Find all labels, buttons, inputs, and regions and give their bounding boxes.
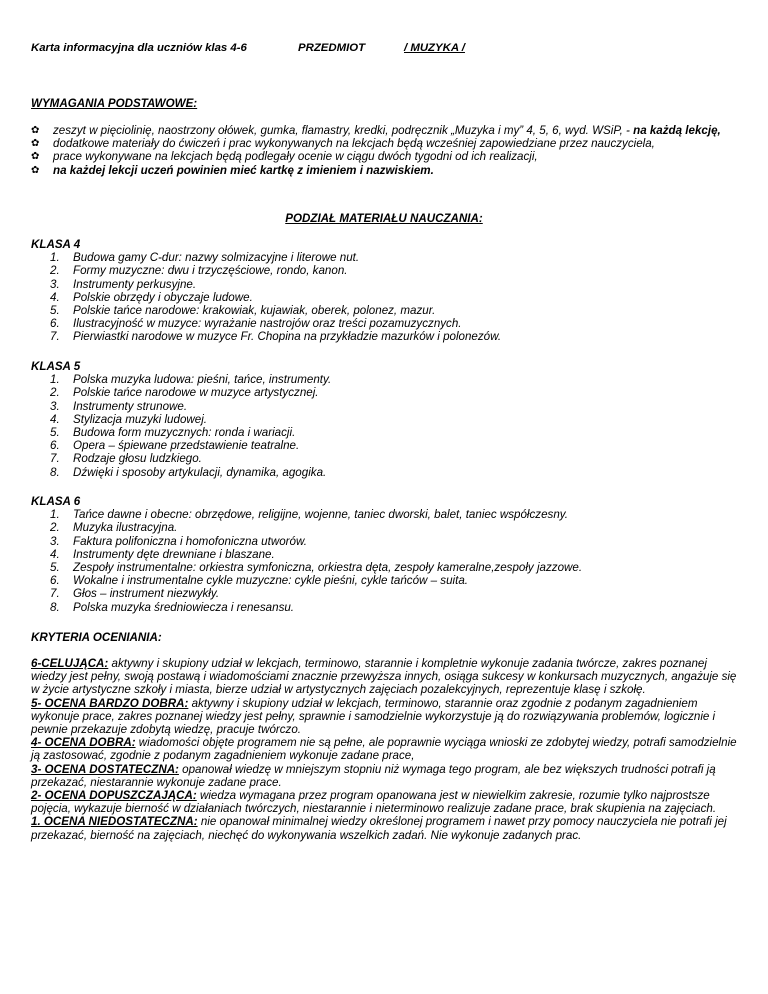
list-item: 3. Instrumenty perkusyjne.	[50, 277, 197, 291]
class-5-section	[31, 360, 731, 479]
list-item: 7. Rodzaje głosu ludzkiego.	[50, 452, 202, 466]
list-item: 2. Polskie tańce narodowe w muzyce artystycznej.	[50, 386, 319, 400]
list-item: 5. Zespoły instrumentalne: orkiestra symfoniczna, orkiestra dęta, zespoły kameralne,zespoły jazzowe.	[50, 561, 583, 575]
criteria-list	[31, 657, 737, 842]
class-4-section	[31, 238, 731, 344]
flower-bullet-icon: ✿	[31, 151, 40, 163]
list-item: 6. Wokalne i instrumentalne cykle muzyczne: cykle pieśni, cykle tańców – suita.	[50, 574, 468, 588]
class-title: KLASA 5	[31, 360, 81, 373]
list-item: 4. Instrumenty dęte drewniane i blaszane.	[50, 547, 275, 561]
list-item: 2. Formy muzyczne: dwu i trzyczęściowe, rondo, kanon.	[50, 264, 348, 278]
list-item: 5. Polskie tańce narodowe: krakowiak, kujawiak, oberek, polonez, mazur.	[50, 304, 436, 318]
list-item: 1. Tańce dawne i obecne: obrzędowe, religijne, wojenne, taniec dworski, balet, taniec współczesny.	[50, 508, 568, 522]
list-item: 8. Polska muzyka średniowiecza i renesansu.	[50, 600, 295, 614]
class-title: KLASA 6	[31, 495, 81, 508]
header-title: Karta informacyjna dla uczniów klas 4-6	[31, 42, 247, 54]
requirement-item: ✿ zeszyt w pięciolinię, naostrzony ołówek, gumka, flamastry, kredki, podręcznik „Muzyka i my” 4, 5, 6, wyd. WSiP, - na każdą lekcję,	[31, 124, 721, 137]
list-item: 2. Muzyka ilustracyjna.	[50, 521, 178, 535]
criteria-title: KRYTERIA OCENIANIA:	[31, 631, 162, 644]
flower-bullet-icon: ✿	[31, 138, 40, 150]
list-item: 7. Głos – instrument niezwykły.	[50, 587, 220, 601]
list-item: 4. Stylizacja muzyki ludowej.	[50, 412, 208, 426]
requirement-item: ✿ dodatkowe materiały do ćwiczeń i prac wykonywanych na lekcjach będą wcześniej zapowiedziane przez nauczyciela,	[31, 137, 655, 151]
criteria-item: 4- OCENA DOBRA: wiadomości objęte programem nie są pełne, ale poprawnie wyciąga wnioski ze zdobytej wiedzy, potrafi samodzielnie ją zastosować, zgodnie z podanym zagadnieniem wykonuje zadane prace,	[31, 736, 737, 763]
list-item: 7. Pierwiastki narodowe w muzyce Fr. Chopina na przykładzie mazurków i polonezów.	[50, 330, 502, 344]
subject-value: / MUZYKA /	[404, 42, 465, 54]
flower-bullet-icon: ✿	[31, 164, 40, 176]
subject-label: PRZEDMIOT	[298, 42, 366, 54]
requirements-title: WYMAGANIA PODSTAWOWE:	[31, 97, 198, 110]
criteria-item: 6-CELUJĄCA: aktywny i skupiony udział w lekcjach, terminowo, starannie i kompletnie wykonuje zadania twórcze, zakres poznanej wiedzy jest pełny, swoją postawą i wiadomościami znacznie przewyższa innych, osiąga sukcesy w konkursach muzycznych, angażuje się w życie artystyczne szkoły i miasta, bierze udział w artystycznych zajęciach pozalekcyjnych, reprezentuje klasę i szkołę.	[31, 657, 737, 697]
list-item: 4. Polskie obrzędy i obyczaje ludowe.	[50, 290, 253, 304]
list-item: 5. Budowa form muzycznych: ronda i wariacji.	[50, 426, 296, 440]
criteria-item: 1. OCENA NIEDOSTATECZNA: nie opanował minimalnej wiedzy określonej programem i nawet przy pomocy nauczyciela nie potrafi jej przekazać, bierność na zajęciach, niechęć do wykonywania wszelkich zadań. Nie wykonuje zadanych prac.	[31, 815, 727, 842]
criteria-item: 3- OCENA DOSTATECZNA: opanował wiedzę w mniejszym stopniu niż wymaga tego program, ale bez większych trudności potrafi ją przekazać, niestarannie wykonuje zadane prace.	[31, 762, 716, 789]
list-item: 3. Faktura polifoniczna i homofoniczna utworów.	[50, 534, 307, 548]
list-item: 6. Ilustracyjność w muzyce: wyrażanie nastrojów oraz treści pozamuzycznych.	[50, 317, 462, 331]
requirements-list	[31, 124, 731, 177]
criteria-item: 5- OCENA BARDZO DOBRA: aktywny i skupiony udział w lekcjach, terminowo, starannie oraz zgodnie z podanym zagadnieniem wykonuje prace, zakres poznanej wiedzy jest pełny, sprawnie i samodzielnie wykorzystuje ją do rozwiązywania problemów, logicznie i pewnie przekazuje zdobytą wiedzę, pracuje twórczo.	[31, 696, 716, 737]
requirement-item: ✿ prace wykonywane na lekcjach będą podlegały ocenie w ciągu dwóch tygodni od ich realizacji,	[31, 150, 538, 164]
list-item: 3. Instrumenty strunowe.	[50, 399, 188, 413]
list-item: 1. Polska muzyka ludowa: pieśni, tańce, instrumenty.	[50, 373, 332, 387]
requirement-item: ✿ na każdej lekcji uczeń powinien mieć kartkę z imieniem i nazwiskiem.	[31, 163, 434, 177]
class-title: KLASA 4	[31, 238, 81, 251]
list-item: 6. Opera – śpiewane przedstawienie teatralne.	[50, 439, 300, 453]
class-6-section	[31, 495, 731, 614]
criteria-item: 2- OCENA DOPUSZCZAJĄCA: wiedza wymagana przez program opanowana jest w niewielkim zakresie, rozumie tylko najprostsze pojęcia, wykazuje bierność w działaniach twórczych, niestarannie i nieterminowo realizuje zadane prace, brak skupienia na zajęciach.	[31, 789, 717, 816]
flower-bullet-icon: ✿	[31, 125, 40, 136]
list-item: 8. Dźwięki i sposoby artykulacji, dynamika, agogika.	[50, 465, 327, 479]
curriculum-title: PODZIAŁ MATERIAŁU NAUCZANIA:	[285, 212, 483, 225]
list-item: 1. Budowa gamy C-dur: nazwy solmizacyjne i literowe nut.	[50, 251, 360, 265]
